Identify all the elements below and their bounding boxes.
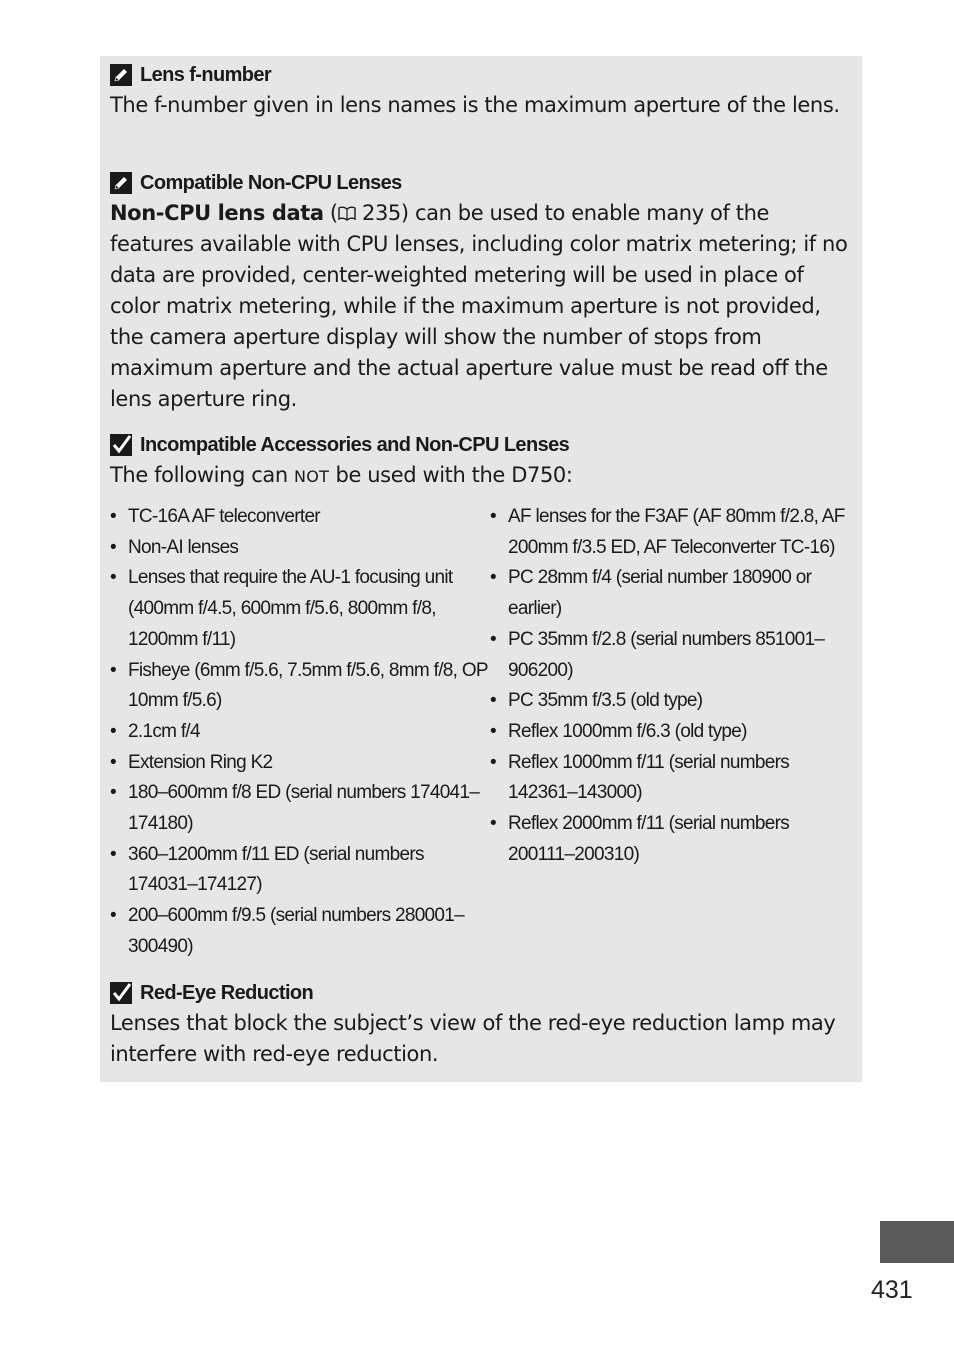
book-icon	[338, 206, 356, 221]
right-list	[490, 502, 852, 963]
section-heading	[110, 430, 852, 460]
page-number: 431	[871, 1276, 913, 1304]
list-item: • Lenses that require the AU-1 focusing unit (400mm f/4.5, 600mm f/5.6, 800mm f/8, 1200mm f/11)	[110, 563, 490, 655]
checkmark-icon	[110, 982, 132, 1004]
heading-text: Red-Eye Reduction	[140, 981, 314, 1004]
list-item: • 200–600mm f/9.5 (serial numbers 280001–300490)	[110, 901, 490, 962]
list-item: • 360–1200mm f/11 ED (serial numbers 174031–174127)	[110, 840, 490, 901]
section-body: Lenses that block the subject’s view of the red-eye reduction lamp may interfere with red-eye reduction.	[110, 1011, 836, 1066]
pencil-icon	[110, 64, 132, 86]
section-body: Non-CPU lens data ( 235) can be used to enable many of the features available with CPU lenses, including color matrix metering; if no data are provided, center-weighted metering will be used in place of color matrix metering, while if the maximum aperture is not provided, the camera aperture display will show the number of stops from maximum aperture and the actual aperture value must be read off the lens aperture ring.	[110, 201, 848, 411]
list-item: • Reflex 1000mm f/11 (serial numbers 142361–143000)	[490, 748, 852, 809]
noncpu-lens-data-link: Non-CPU lens data	[110, 201, 324, 225]
heading-text: Compatible Non-CPU Lenses	[140, 171, 402, 194]
list-item: • Non-AI lenses	[110, 533, 490, 564]
pencil-icon	[110, 172, 132, 194]
list-item: • TC-16A AF teleconverter	[110, 502, 490, 533]
list-item: • 2.1cm f/4	[110, 717, 490, 748]
list-item: • Reflex 2000mm f/11 (serial numbers 200111–200310)	[490, 809, 852, 870]
checkmark-icon	[110, 434, 132, 456]
redeye-section	[110, 978, 852, 1070]
list-item: • Extension Ring K2	[110, 748, 490, 779]
list-item: • PC 35mm f/2.8 (serial numbers 851001–906200)	[490, 625, 852, 686]
lens-fnumber-section	[110, 60, 852, 121]
section-heading	[110, 60, 852, 90]
list-item: • PC 28mm f/4 (serial number 180900 or earlier)	[490, 563, 852, 624]
section-body: The f-number given in lens names is the maximum aperture of the lens.	[110, 93, 840, 117]
noncpu-section	[110, 168, 852, 415]
list-item: • Fisheye (6mm f/5.6, 7.5mm f/5.6, 8mm f/8, OP 10mm f/5.6)	[110, 656, 490, 717]
incompatible-section	[110, 430, 852, 492]
incompatible-lists	[110, 502, 852, 963]
list-item: • 180–600mm f/8 ED (serial numbers 174041–174180)	[110, 778, 490, 839]
heading-text: Lens f-number	[140, 63, 272, 86]
list-item: • Reflex 1000mm f/6.3 (old type)	[490, 717, 852, 748]
list-item: • PC 35mm f/3.5 (old type)	[490, 686, 852, 717]
chapter-thumb-tab	[880, 1221, 954, 1263]
left-list	[110, 502, 490, 963]
notes-panel	[100, 56, 862, 1082]
section-heading	[110, 978, 852, 1008]
section-intro: The following can NOT be used with the D750:	[110, 463, 573, 487]
heading-text: Incompatible Accessories and Non-CPU Lenses	[140, 433, 570, 456]
section-heading	[110, 168, 852, 198]
list-item: • AF lenses for the F3AF (AF 80mm f/2.8, AF 200mm f/3.5 ED, AF Teleconverter TC-16)	[490, 502, 852, 563]
